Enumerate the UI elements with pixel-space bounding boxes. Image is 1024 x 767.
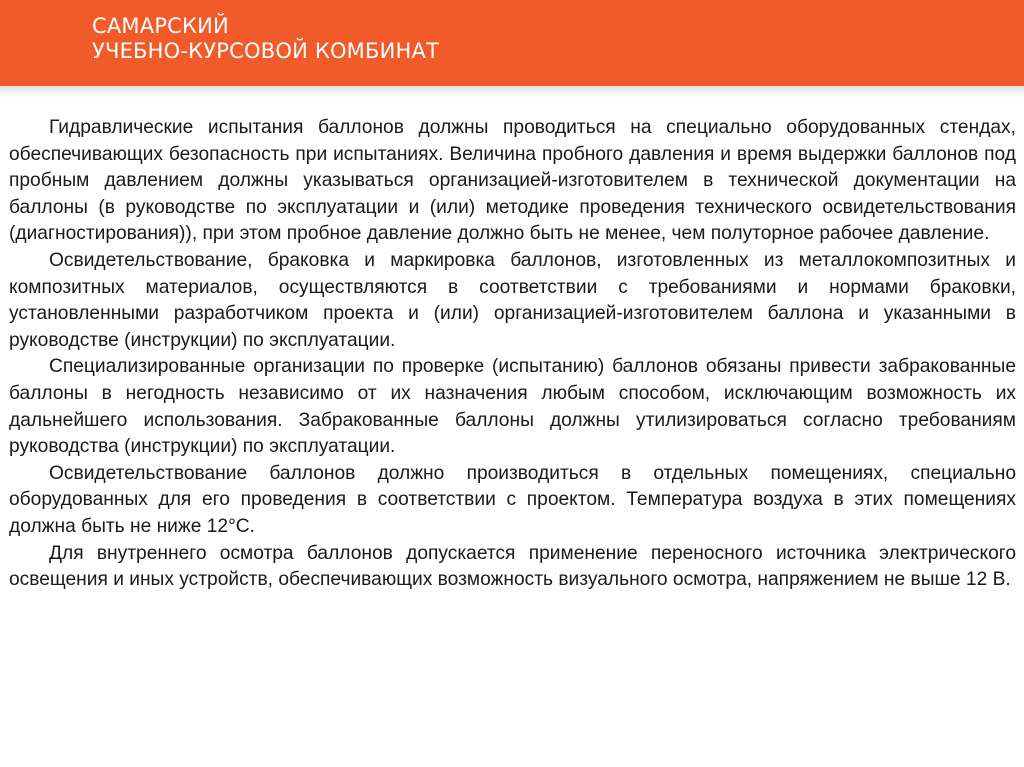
brand-line-2: УЧЕБНО-КУРСОВОЙ КОМБИНАТ (92, 39, 440, 63)
brand-line-1: САМАРСКИЙ (92, 14, 229, 38)
paragraph-internal-inspection: Для внутреннего осмотра баллонов допускается применение переносного источника электрического освещения и иных устройств, обеспечивающих возможность визуального осмотра, напряжением не выше 12 В. (9, 542, 1016, 591)
header-banner (0, 0, 1024, 86)
brand-logo-text (92, 14, 439, 64)
paragraph-composite-cylinders: Освидетельствование, браковка и маркировка баллонов, изготовленных из металлокомпозитных и композитных материалов, осуществляются в соответствии с требованиями и нормами браковки, установленными разработчиком проекта и (или) организацией-изготовителем баллона и указанными в руководстве (инструкции) по эксплуатации. (9, 249, 1016, 351)
header-shadow (0, 86, 1024, 98)
paragraph-hydraulic-tests: Гидравлические испытания баллонов должны проводиться на специально оборудованных стендах, обеспечивающих безопасность при испытаниях. Величина пробного давления и время выдержки баллонов под пробным давлением должны указываться организацией-изготовителем в технической документации на баллоны (в руководстве по эксплуатации и (или) методике проведения технического освидетельствования (диагностирования)), при этом пробное давление должно быть не менее, чем полуторное рабочее давление. (9, 117, 1016, 245)
paragraph-inspection-rooms: Освидетельствование баллонов должно производиться в отдельных помещениях, специально оборудованных для его проведения в соответствии с проектом. Температура воздуха в этих помещениях должна быть не ниже 12°С. (9, 462, 1016, 537)
paragraph-rejected-cylinders: Специализированные организации по проверке (испытанию) баллонов обязаны привести забракованные баллоны в негодность независимо от их назначения любым способом, исключающим возможность их дальнейшего использования. Забракованные баллоны должны утилизироваться согласно требованиям руководства (инструкции) по эксплуатации. (9, 356, 1016, 458)
document-body (9, 115, 1016, 594)
